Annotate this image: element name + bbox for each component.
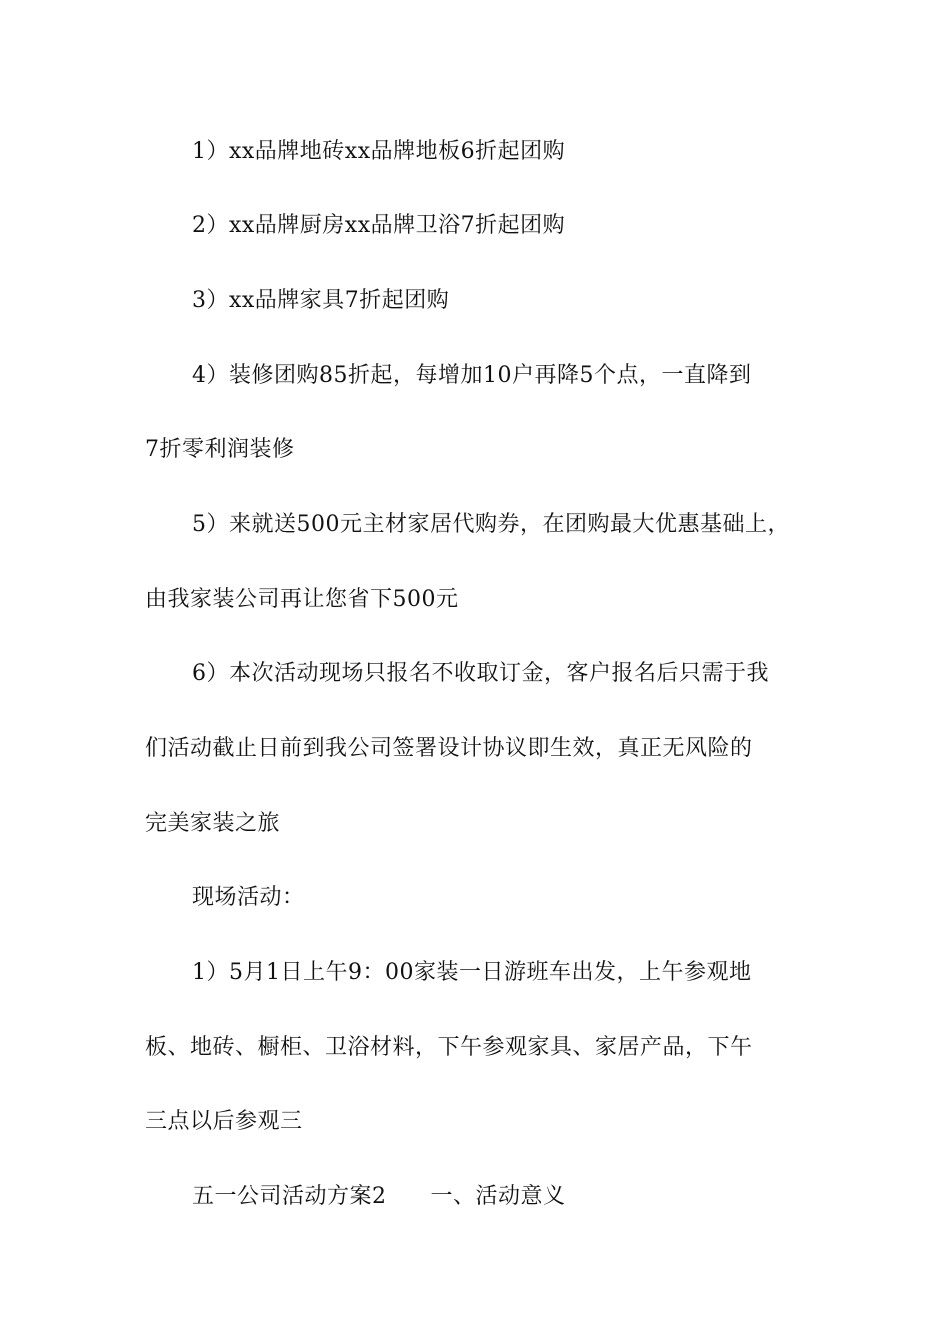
list-item-6: 6）本次活动现场只报名不收取订金，客户报名后只需于我 [192, 661, 769, 686]
list-item-4-continued: 7折零利润装修 [145, 437, 295, 462]
section-heading-onsite: 现场活动： [192, 885, 305, 910]
section-heading-significance: 一、活动意义 [430, 1184, 566, 1209]
list-item-2: 2）xx品牌厨房xx品牌卫浴7折起团购 [192, 213, 566, 238]
onsite-item-1-continued: 板、地砖、橱柜、卫浴材料，下午参观家具、家居产品，下午 [145, 1035, 753, 1060]
onsite-item-1-end: 三点以后参观三 [145, 1109, 303, 1134]
list-item-4: 4）装修团购85折起，每增加10户再降5个点，一直降到 [192, 363, 752, 388]
onsite-item-1: 1）5月1日上午9：00家装一日游班车出发，上午参观地 [192, 960, 752, 985]
list-item-1: 1）xx品牌地砖xx品牌地板6折起团购 [192, 139, 566, 164]
list-item-6-continued: 们活动截止日前到我公司签署设计协议即生效，真正无风险的 [145, 736, 753, 761]
list-item-5-continued: 由我家装公司再让您省下500元 [145, 587, 459, 612]
list-item-5: 5）来就送500元主材家居代购券，在团购最大优惠基础上， [192, 512, 790, 537]
plan-title-line [192, 1179, 566, 1215]
plan-title: 五一公司活动方案2 [192, 1184, 387, 1209]
list-item-3: 3）xx品牌家具7折起团购 [192, 288, 450, 313]
list-item-6-end: 完美家装之旅 [145, 811, 281, 836]
